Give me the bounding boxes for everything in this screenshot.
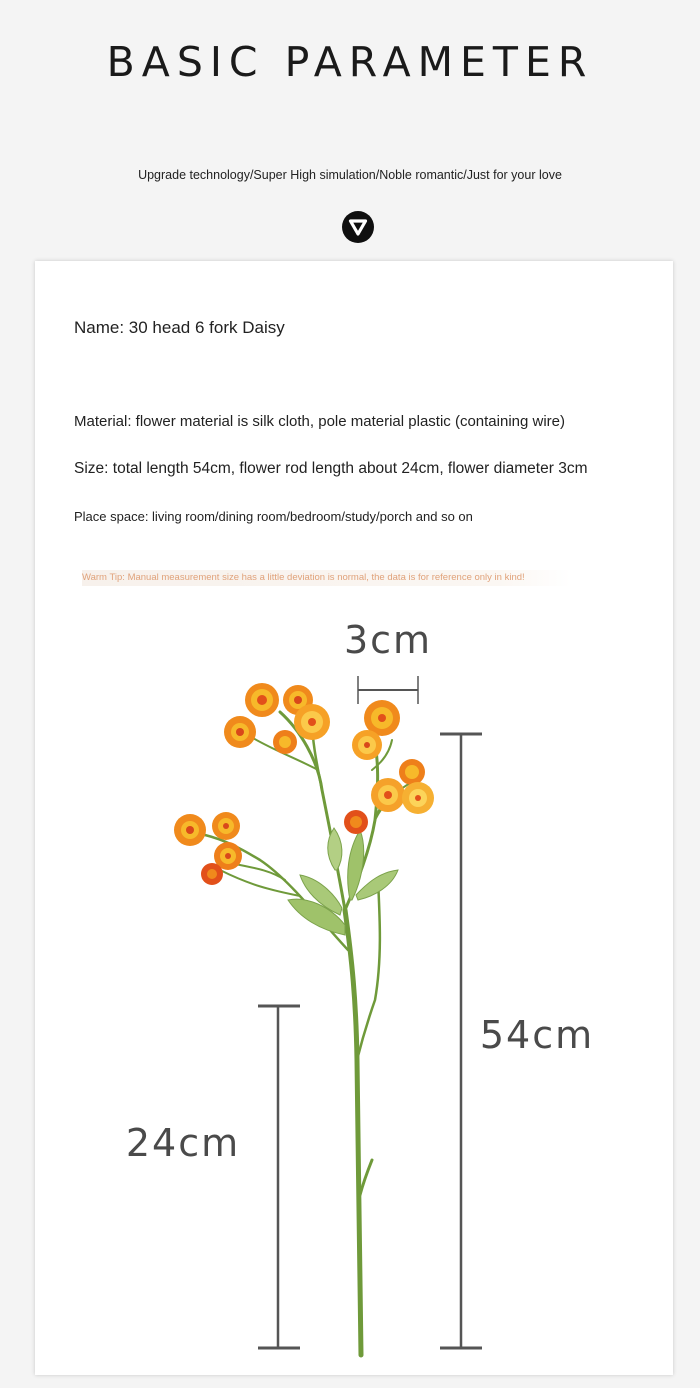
flower-head (273, 730, 297, 754)
warm-tip: Warm Tip: Manual measurement size has a little deviation is normal, the data is for reference only in kind! (82, 570, 571, 586)
flower-head (371, 778, 405, 812)
spec-name: Name: 30 head 6 fork Daisy (74, 318, 285, 337)
flower-leaves (288, 828, 398, 935)
spec-size: Size: total length 54cm, flower rod length about 24cm, flower diameter 3cm (74, 460, 588, 477)
flower-head (294, 704, 330, 740)
flower-head (174, 814, 206, 846)
flower-head (201, 863, 223, 885)
flower-head (245, 683, 279, 717)
flower-head (344, 810, 368, 834)
flower-diameter-label: 3cm (343, 618, 433, 662)
spec-place: Place space: living room/dining room/bedroom/study/porch and so on (74, 509, 473, 524)
spec-material: Material: flower material is silk cloth, pole material plastic (containing wire) (74, 413, 566, 430)
flower-head (212, 812, 240, 840)
flower-head (402, 782, 434, 814)
flower-head (352, 730, 382, 760)
diameter-dimension (358, 676, 418, 704)
total-length-label: 54cm (479, 1013, 595, 1057)
flower-head (224, 716, 256, 748)
flower-head (399, 759, 425, 785)
flower-heads (174, 683, 434, 885)
page-subtitle: Upgrade technology/Super High simulation/Noble romantic/Just for your love (138, 168, 562, 182)
total-length-dimension (440, 734, 482, 1348)
rod-length-dimension (258, 1006, 300, 1348)
page-title: BASIC PARAMETER (106, 38, 594, 86)
rod-length-label: 24cm (125, 1121, 241, 1165)
